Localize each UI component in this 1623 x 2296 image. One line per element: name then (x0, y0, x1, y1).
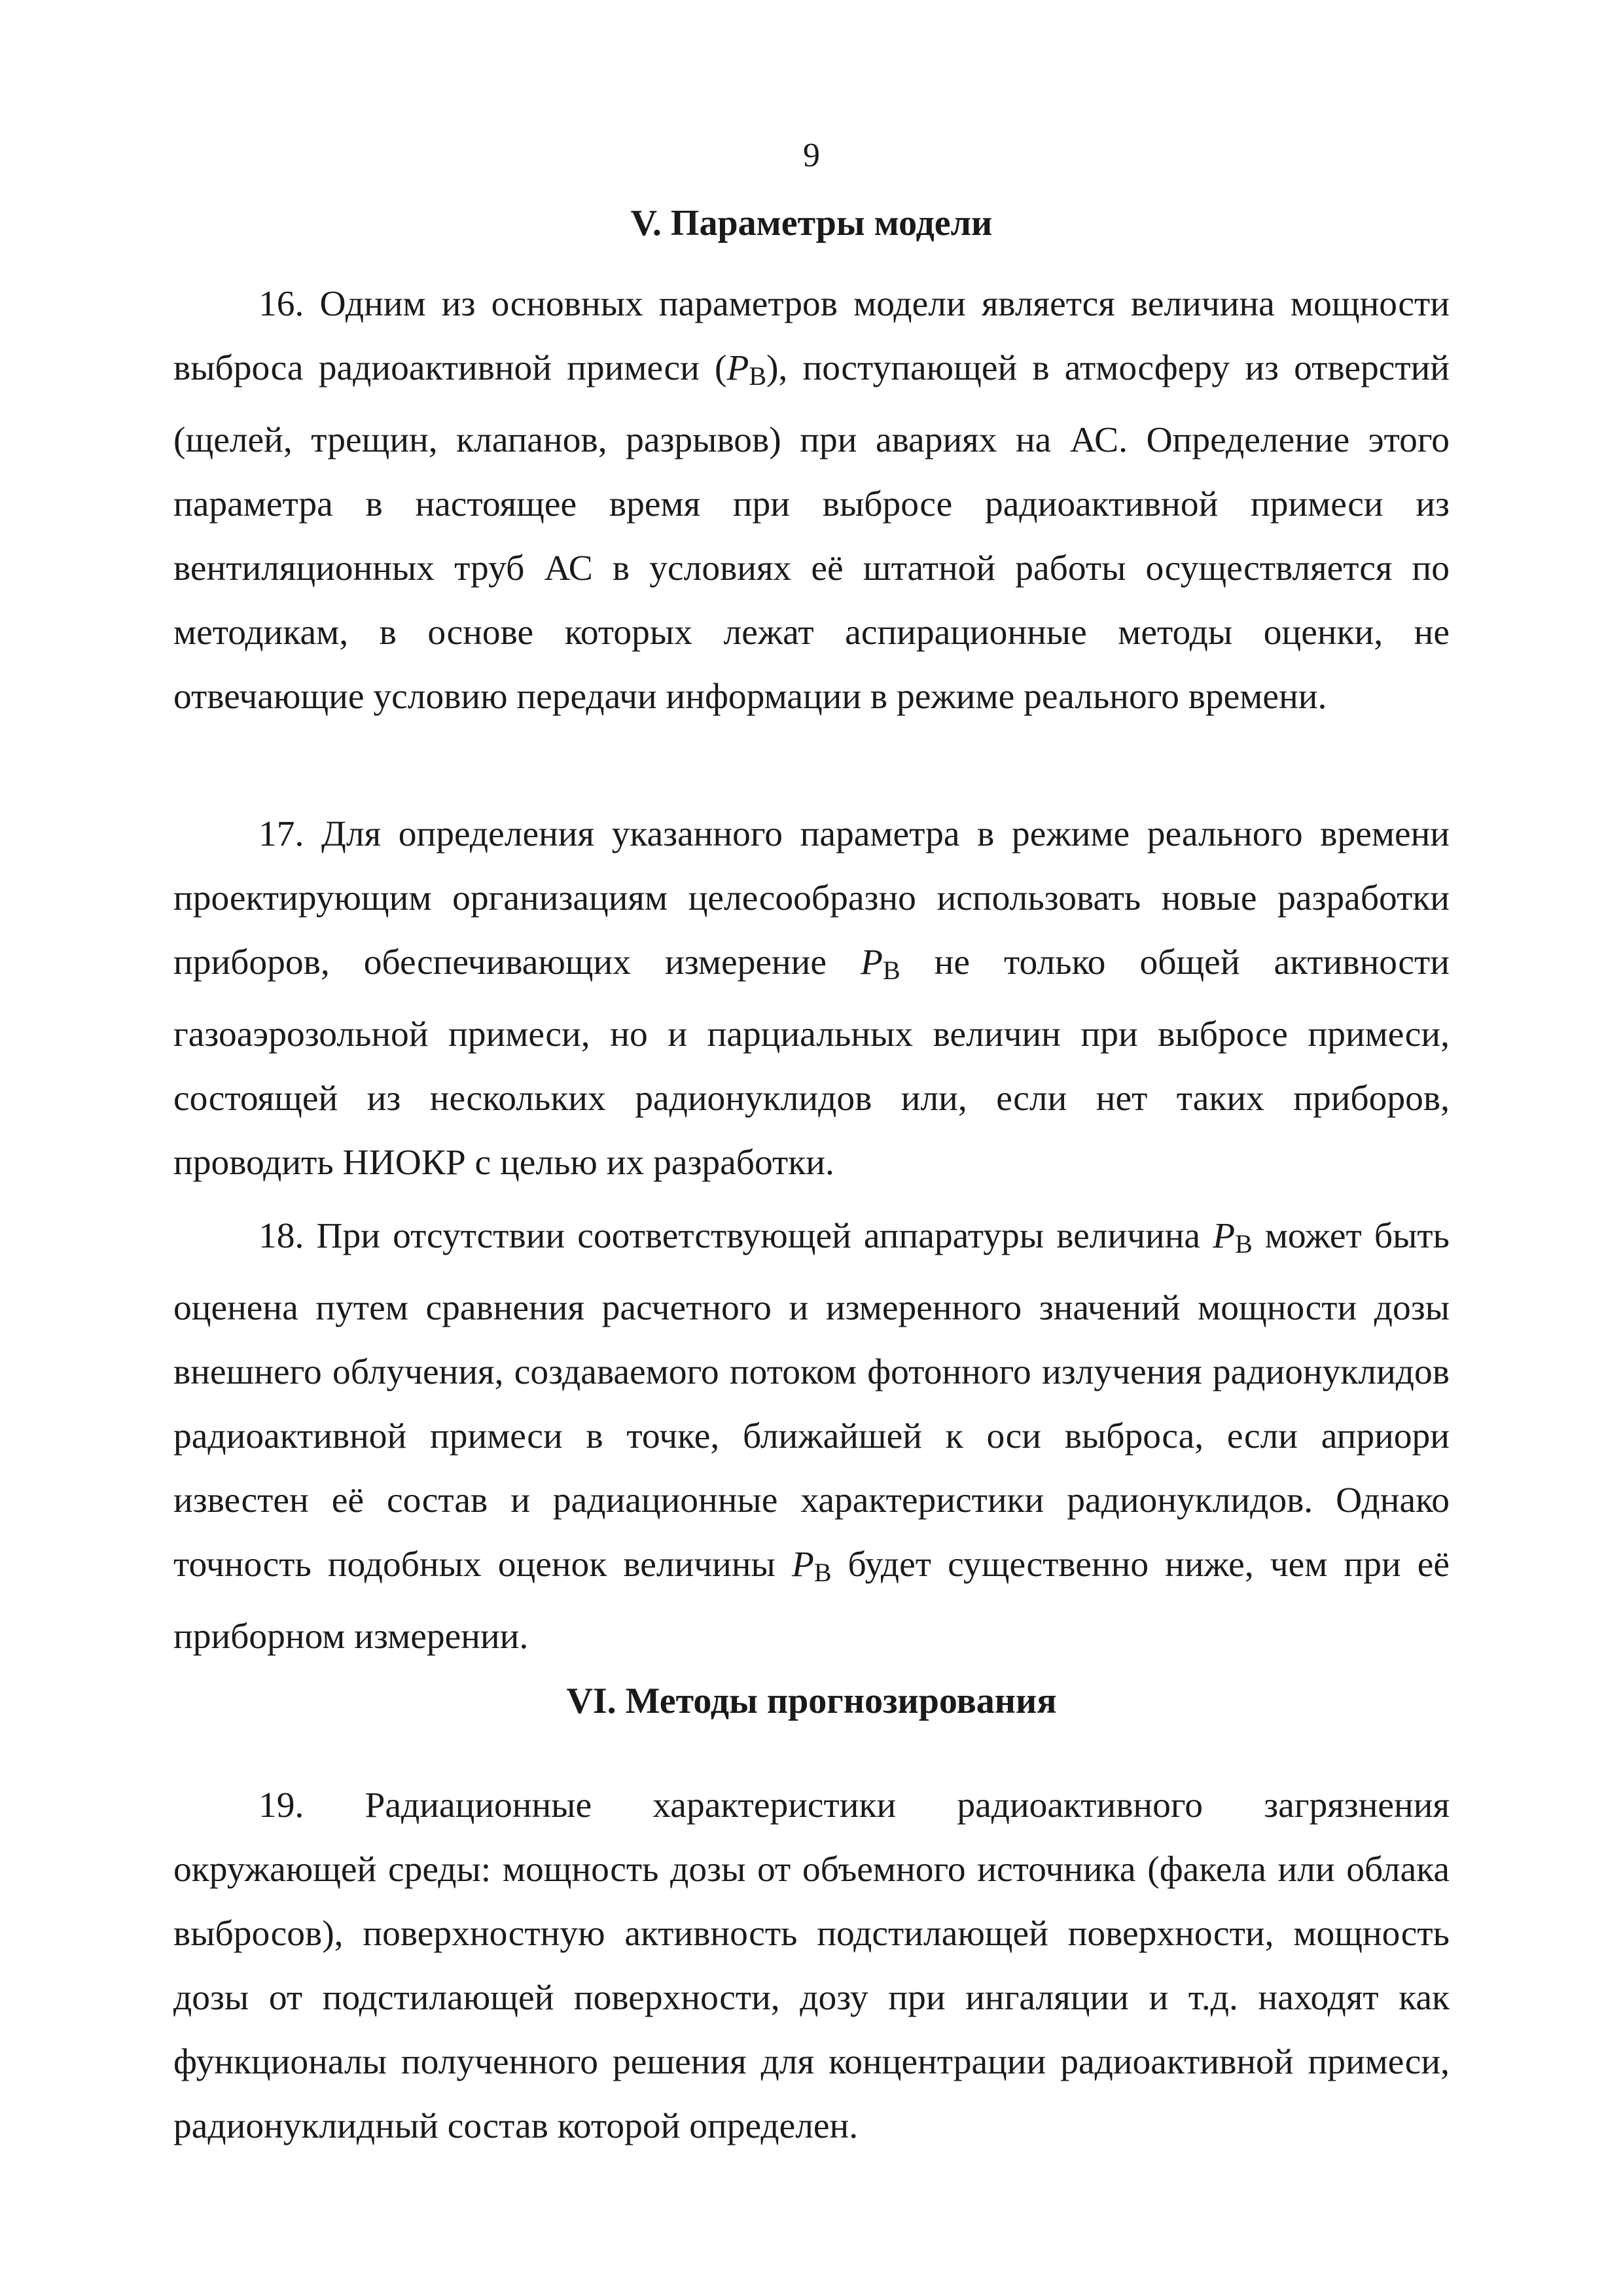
pb-symbol: $P_В$ (726, 348, 767, 391)
paragraph-17-text-1: 17. Для определения указанного параметра в режиме реального времени проектирующим организациям целесообразно использовать новые разработки приборов, обеспечивающих измерение (173, 814, 1450, 982)
paragraph-16 (173, 272, 1450, 729)
section-v-heading: V. Параметры модели (630, 203, 993, 243)
paragraph-18-text-1: 18. При отсутствии соответствующей аппаратуры величина (259, 1216, 1213, 1256)
paragraph-16-text-2: ), поступающей в атмосферу из отверстий (щелей, трещин, клапанов, разрывов) при авариях на АС. Определение этого параметра в настоящее время при выбросе радиоактивной примеси из вентиляционных труб АС в условиях её штатной работы осуществляется по методикам, в основе которых лежат аспирационные методы оценки, не отвечающие условию передачи информации в режиме реального времени. (173, 348, 1450, 717)
paragraph-18-text-3: будет существенно ниже, чем при её приборном измерении. (173, 1544, 1450, 1657)
pb-symbol: $P_В$ (791, 1544, 832, 1587)
paragraph-17-text-2: не только общей активности газоаэрозольной примеси, но и парциальных величин при выбросе примеси, состоящей из нескольких радионуклидов или, если нет таких приборов, проводить НИОКР с целью их разработки. (173, 942, 1450, 1183)
section-vi-heading: VI. Методы прогнозирования (566, 1681, 1057, 1721)
paragraph-18 (173, 1204, 1450, 1669)
page-number: 9 (803, 137, 820, 174)
paragraph-18-text-2: может быть оценена путем сравнения расчетного и измеренного значений мощности дозы внешнего облучения, создаваемого потоком фотонного излучения радионуклидов радиоактивной примеси в точке, ближайшей к оси выброса, если априори известен её состав и радиационные характеристики радионуклидов. Однако точность подобных оценок величины (173, 1216, 1450, 1585)
pb-symbol: $P_В$ (861, 942, 901, 985)
paragraph-19: 19. Радиационные характеристики радиоактивного загрязнения окружающей среды: мощность дозы от объемного источника (факела или облака выбросов), поверхностную активность подстилающей поверхности, мощность дозы от подстилающей поверхности, дозу при ингаляции и т.д. находят как функционалы полученного решения для концентрации радиоактивной примеси, радионуклидный состав которой определен. (173, 1785, 1450, 2146)
pb-symbol: $P_В$ (1213, 1216, 1253, 1259)
paragraph-17 (173, 802, 1450, 1195)
paragraph-16-text-1: 16. Одним из основных параметров модели является величина мощности выброса радиоактивной примеси ( (173, 284, 1450, 388)
